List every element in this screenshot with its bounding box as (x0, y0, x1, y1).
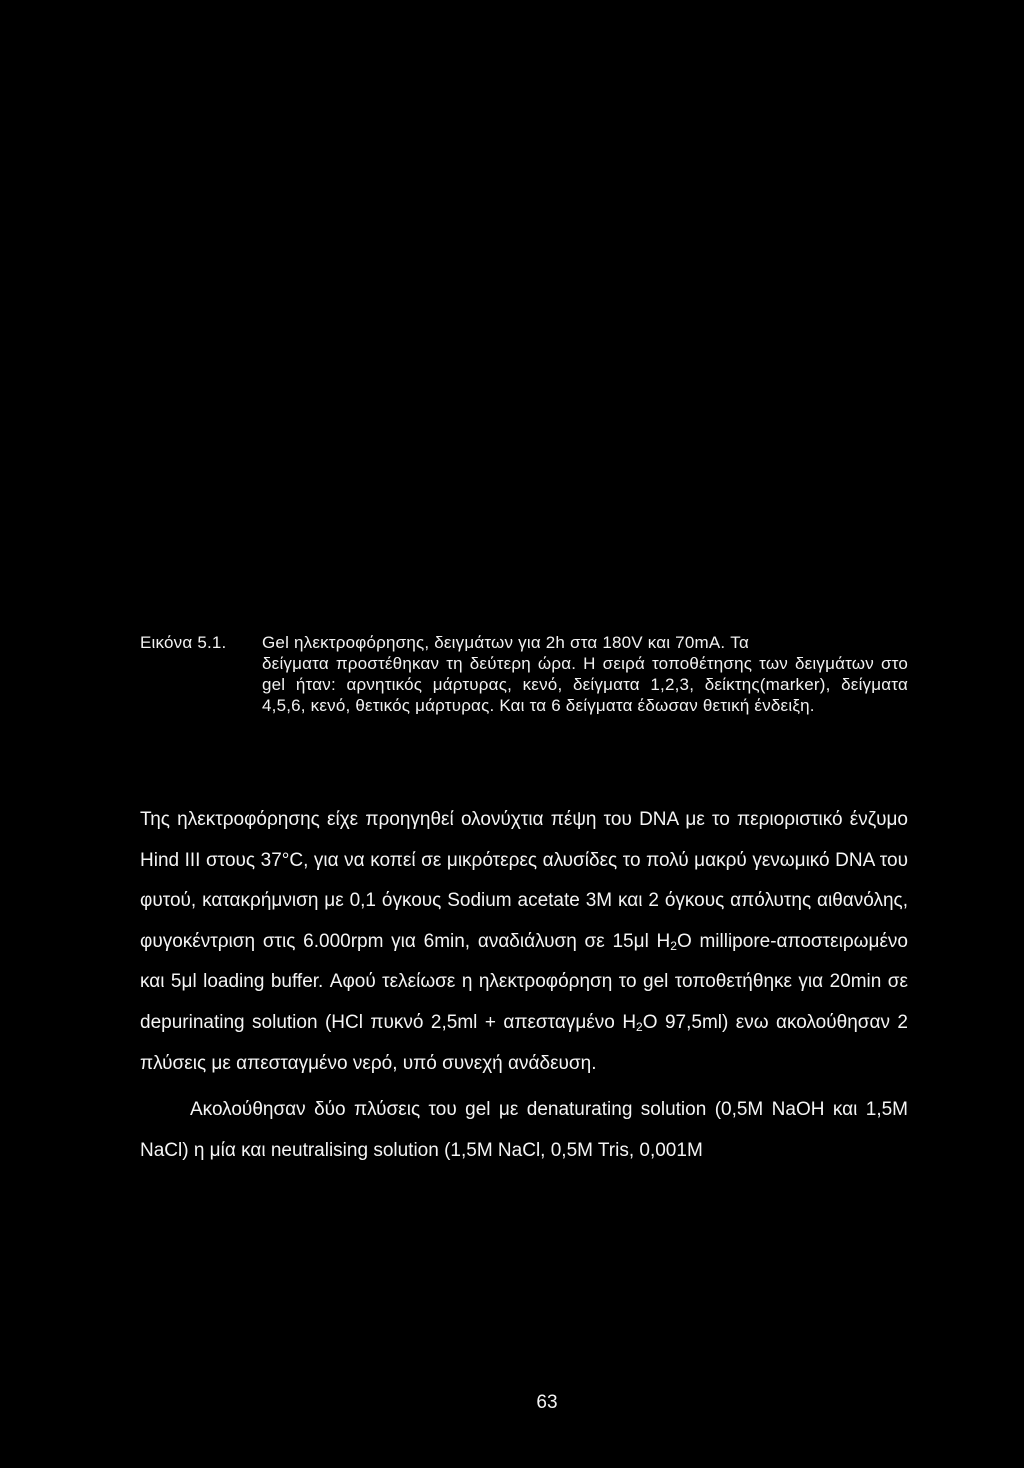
paragraph-1-part-1: Της ηλεκτροφόρησης είχε προηγηθεί ολονύχτια πέψη του DNA με το περιοριστικό ένζυμο Hind III στους 37°C, για να κοπεί σε μικρότερες αλυσίδες το πολύ μακρύ γενωμικό DNA του φυτού, κατακρήμνιση με 0,1 όγκους Sodium acetate 3M και 2 όγκους απόλυτης αιθανόλης, φυγοκέντριση στις 6.000rpm για 6min, αναδιάλυση σε 15μl H (140, 809, 908, 952)
figure-label: Εικόνα 5.1. (140, 633, 227, 652)
paragraph-1-part-3: O 97,5ml) ενω ακολούθησαν 2 πλύσεις με απεσταγμένο νερό, υπό συνεχή ανάδευση. (140, 1011, 909, 1074)
paragraph-1-part-2: O millipore-αποστειρωμένο και 5μl loading buffer. Αφού τελείωσε η ηλεκτροφόρηση το gel τοποθετήθηκε για 20min σε depurinating solution (HCl πυκνό 2,5ml + απεσταγμένο H (140, 930, 908, 1033)
body-text (140, 800, 908, 1171)
paragraph-2: Ακολούθησαν δύο πλύσεις του gel με denaturating solution (0,5M NaOH και 1,5M NaCl) η μία και neutralising solution (1,5M NaCl, 0,5M Tris, 0,001M (140, 1099, 908, 1161)
gel-electrophoresis-image (0, 0, 1024, 620)
figure-caption (140, 632, 908, 716)
subscript-2: 2 (670, 938, 677, 953)
caption-first-line (140, 632, 908, 653)
paragraph-1 (140, 800, 908, 1084)
caption-text-continued: δείγματα προστέθηκαν τη δεύτερη ώρα. Η σειρά τοποθέτησης των δειγμάτων στο gel ήταν: αρνητικός μάρτυρας, κενό, δείγματα 1,2,3, δείκτης(marker), δείγματα 4,5,6, κενό, θετικός μάρτυρας. Και τα 6 δείγματα έδωσαν θετική ένδειξη. (262, 654, 908, 715)
subscript-2: 2 (636, 1019, 643, 1034)
page-number: 63 (536, 1392, 558, 1413)
caption-text-line1: Gel ηλεκτροφόρησης, δειγμάτων για 2h στα 180V και 70mA. Τα (262, 633, 749, 652)
